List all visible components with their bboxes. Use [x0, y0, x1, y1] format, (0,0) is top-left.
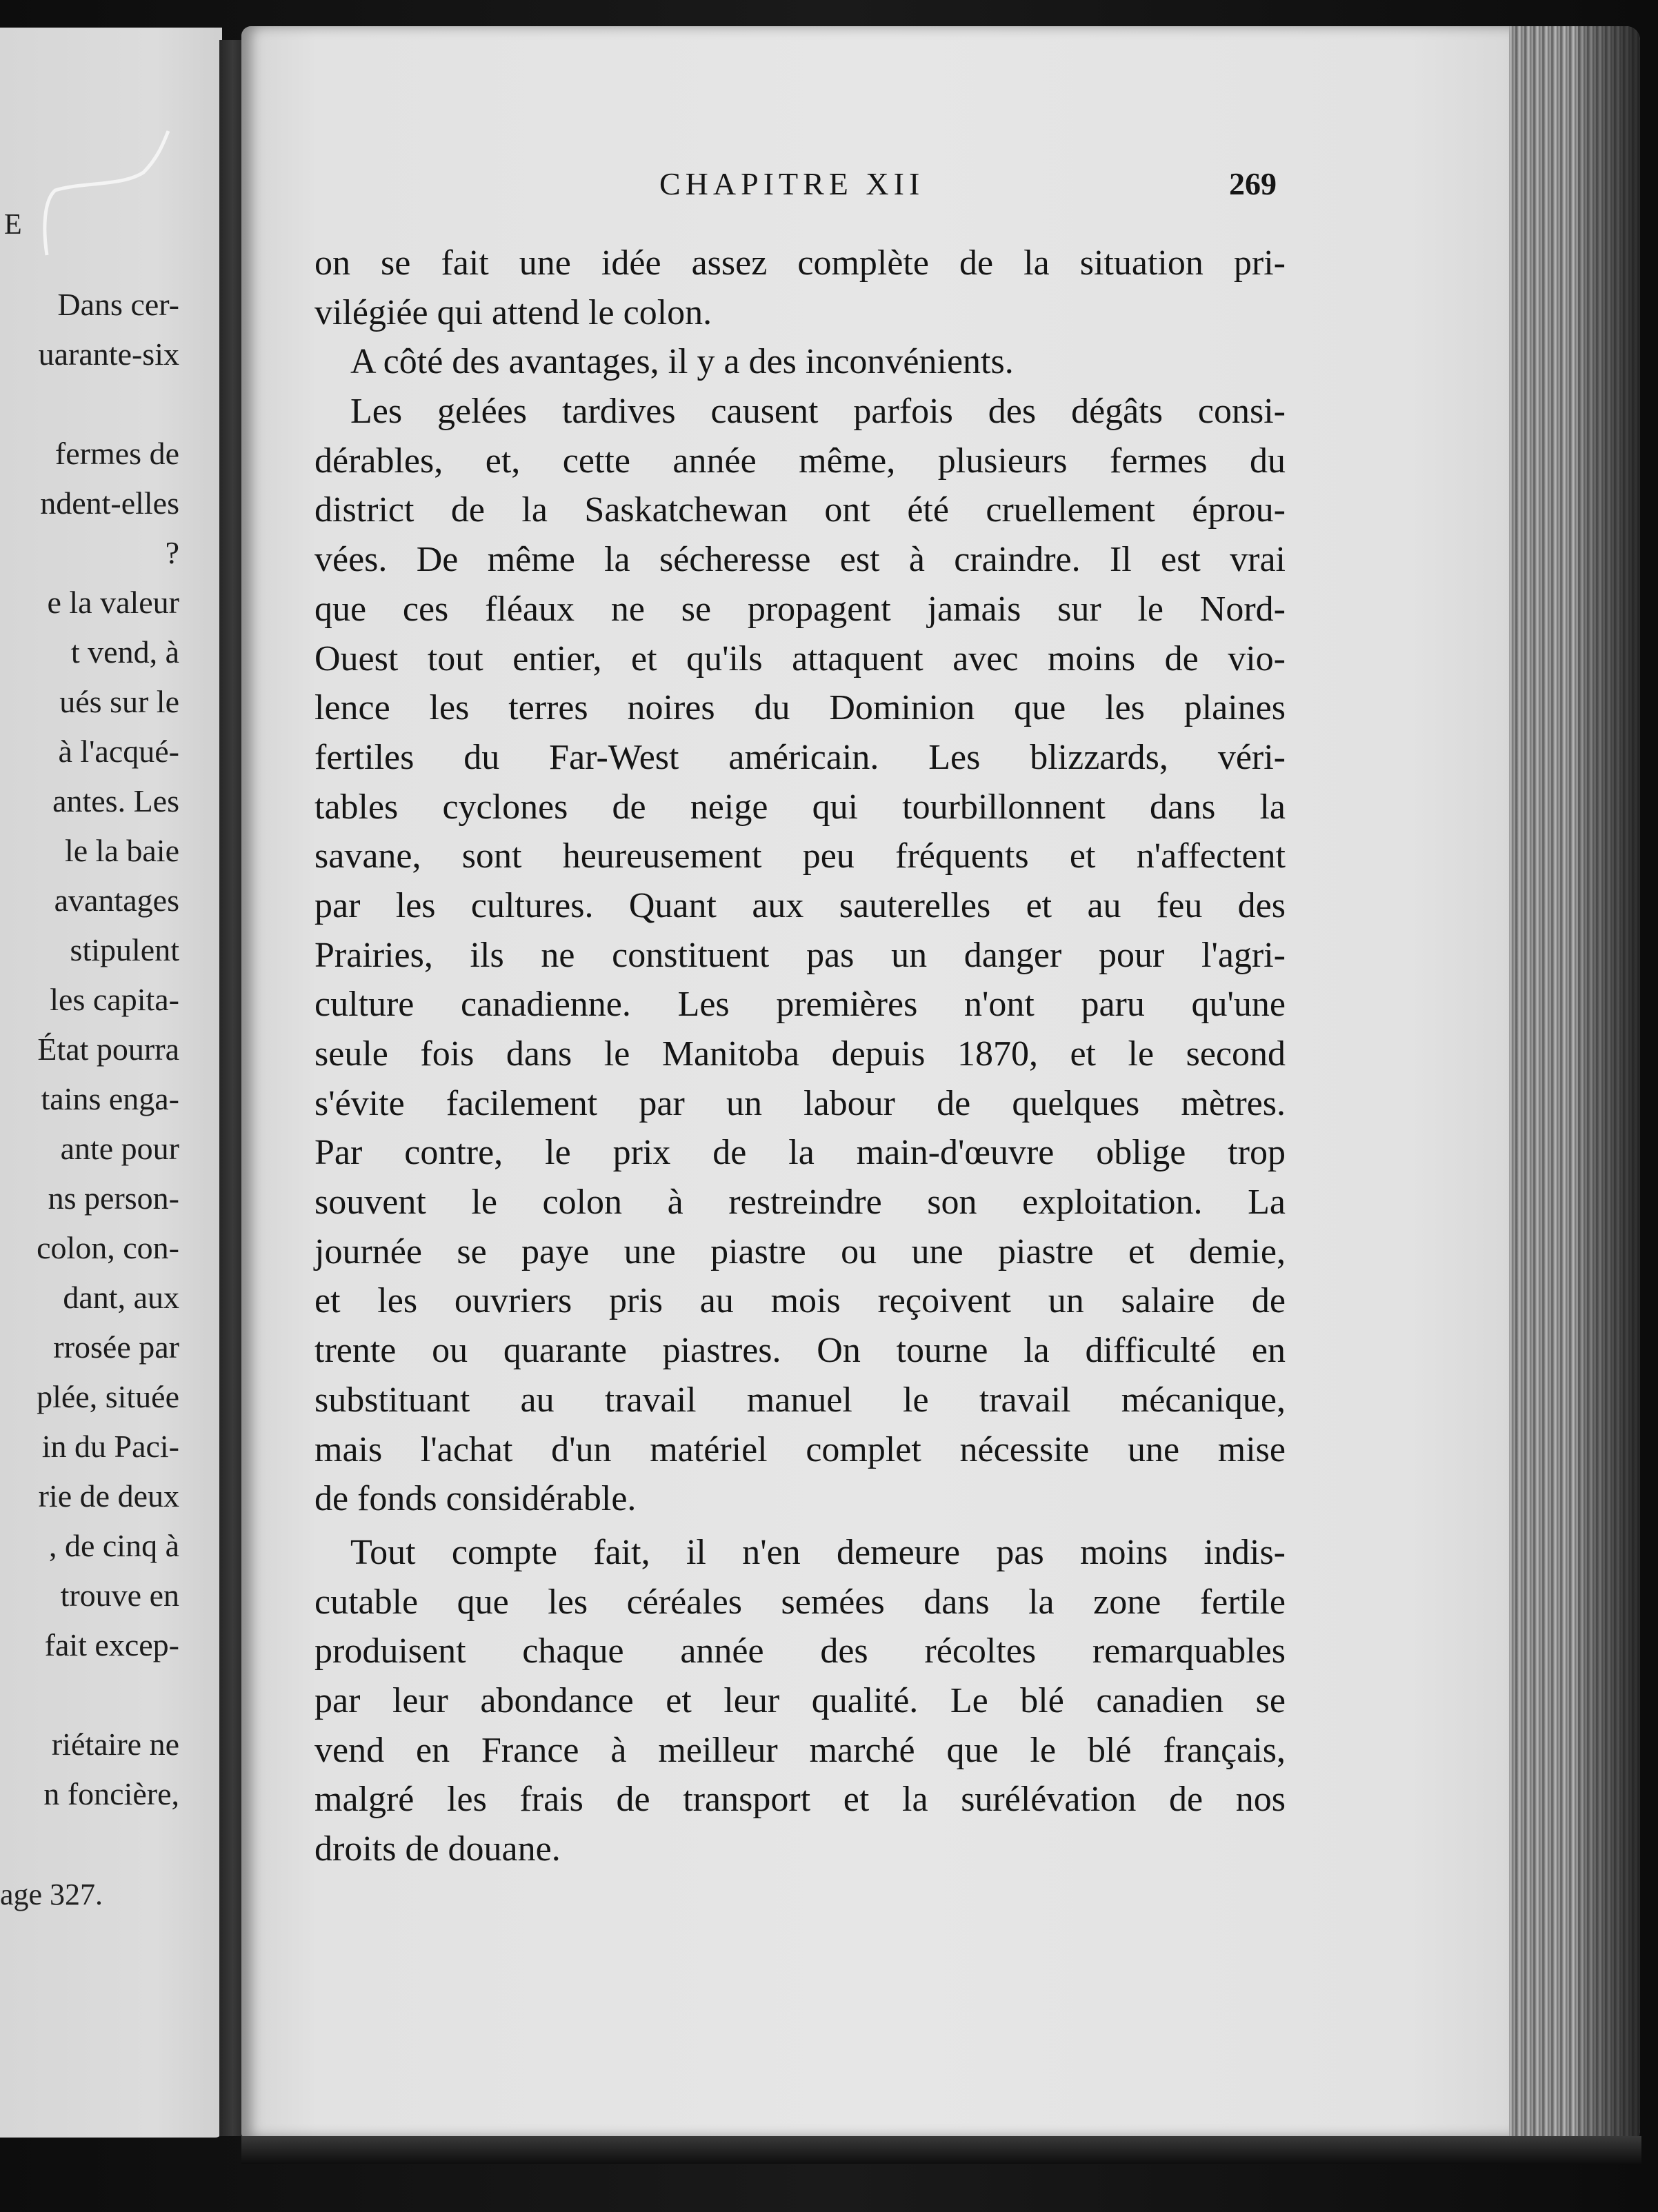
text-line: journée se paye une piastre ou une piastre et demie,: [314, 1231, 1286, 1271]
text-line: par les cultures. Quant aux sauterelles et au feu des: [314, 885, 1286, 925]
left-text-line: à l'acqué-: [58, 734, 179, 769]
text-line: district de la Saskatchewan ont été cruellement éprou-: [314, 490, 1286, 530]
left-text-line: rrosée par: [53, 1329, 179, 1365]
left-text-line: tains enga-: [41, 1081, 179, 1116]
left-text-line: fermes de: [54, 436, 179, 471]
left-text-line: ndent-elles: [40, 485, 179, 521]
left-text-line: les capita-: [50, 982, 179, 1017]
running-head: CHAPITRE XII: [659, 166, 925, 201]
text-line: droits de douane.: [314, 1829, 561, 1869]
page-edges: [1509, 26, 1640, 2157]
text-line: souvent le colon à restreindre son exploitation. La: [314, 1183, 1286, 1223]
left-page-text: [37, 280, 179, 1819]
left-text-line: uarante-six: [38, 336, 179, 372]
left-running-head-fragment: E: [4, 209, 24, 241]
pencil-mark-icon: [40, 124, 175, 259]
left-text-line: ?: [165, 535, 179, 570]
page-number: 269: [1229, 166, 1277, 201]
text-line: Tout compte fait, il n'en demeure pas moins indis-: [350, 1532, 1286, 1572]
left-text-line: [37, 1670, 179, 1720]
left-footnote: age 327.: [0, 1878, 103, 1911]
text-line: savane, sont heureusement peu fréquents et n'affectent: [314, 836, 1286, 876]
text-line: malgré les frais de transport et la surélévation de nos: [314, 1780, 1286, 1820]
page-bottom-shadow: [241, 2136, 1641, 2164]
text-line: fertiles du Far-West américain. Les blizzards, véri-: [314, 737, 1286, 777]
left-text-line: avantages: [54, 883, 179, 918]
text-line: lence les terres noires du Dominion que les plaines: [314, 688, 1286, 728]
text-line: vées. De même la sécheresse est à craindre. Il est vrai: [314, 540, 1286, 580]
left-text-line: t vend, à: [70, 634, 179, 670]
text-line: mais l'achat d'un matériel complet nécessite une mise: [314, 1429, 1286, 1469]
text-line: on se fait une idée assez complète de la situation pri-: [314, 243, 1286, 283]
left-text-line: n foncière,: [43, 1776, 179, 1811]
text-line: produisent chaque année des récoltes remarquables: [314, 1631, 1286, 1671]
left-text-line: Dans cer-: [57, 287, 179, 322]
left-text-line: e la valeur: [47, 585, 179, 620]
left-text-line: dant, aux: [63, 1280, 179, 1315]
text-line: substituant au travail manuel le travail mécanique,: [314, 1380, 1286, 1420]
left-text-line: stipulent: [70, 932, 179, 967]
text-line: cutable que les céréales semées dans la zone fertile: [314, 1582, 1286, 1622]
previous-page: [0, 28, 222, 2138]
text-line: s'évite facilement par un labour de quelques mètres.: [314, 1083, 1286, 1123]
left-text-line: fait excep-: [44, 1627, 179, 1662]
text-line: vilégiée qui attend le colon.: [314, 292, 712, 332]
text-line: que ces fléaux ne se propagent jamais sur le Nord-: [314, 589, 1286, 629]
left-text-line: ante pour: [60, 1131, 179, 1166]
left-text-line: [37, 379, 179, 429]
left-text-line: in du Paci-: [41, 1429, 179, 1464]
left-text-line: ns person-: [48, 1180, 179, 1216]
left-text-line: ués sur le: [59, 684, 179, 719]
left-text-line: colon, con-: [37, 1230, 179, 1265]
text-line: Par contre, le prix de la main-d'œuvre oblige trop: [314, 1133, 1286, 1173]
left-text-line: le la baie: [64, 833, 179, 868]
left-text-line: , de cinq à: [48, 1528, 179, 1563]
text-line: de fonds considérable.: [314, 1479, 637, 1519]
text-line: tables cyclones de neige qui tourbillonnent dans la: [314, 787, 1286, 827]
text-line: seule fois dans le Manitoba depuis 1870, et le second: [314, 1034, 1286, 1074]
text-line: culture canadienne. Les premières n'ont paru qu'une: [314, 985, 1286, 1025]
text-line: Ouest tout entier, et qu'ils attaquent avec moins de vio-: [314, 639, 1286, 678]
left-text-line: plée, située: [37, 1379, 179, 1414]
text-line: Prairies, ils ne constituent pas un danger pour l'agri-: [314, 935, 1286, 975]
left-text-line: trouve en: [60, 1578, 179, 1613]
text-line: dérables, et, cette année même, plusieurs fermes du: [314, 441, 1286, 481]
text-line: vend en France à meilleur marché que le blé français,: [314, 1730, 1286, 1770]
text-line: Les gelées tardives causent parfois des dégâts consi-: [350, 392, 1286, 432]
text-line: et les ouvriers pris au mois reçoivent un salaire de: [314, 1281, 1286, 1321]
body-text: [314, 239, 1286, 1874]
left-text-line: riétaire ne: [51, 1727, 179, 1762]
left-text-line: antes. Les: [52, 783, 179, 818]
text-line: par leur abondance et leur qualité. Le blé canadien se: [314, 1680, 1286, 1720]
left-text-line: État pourra: [37, 1032, 179, 1067]
text-line: A côté des avantages, il y a des inconvénients.: [350, 342, 1014, 382]
left-text-line: rie de deux: [38, 1478, 179, 1514]
text-line: trente ou quarante piastres. On tourne la difficulté en: [314, 1331, 1286, 1371]
